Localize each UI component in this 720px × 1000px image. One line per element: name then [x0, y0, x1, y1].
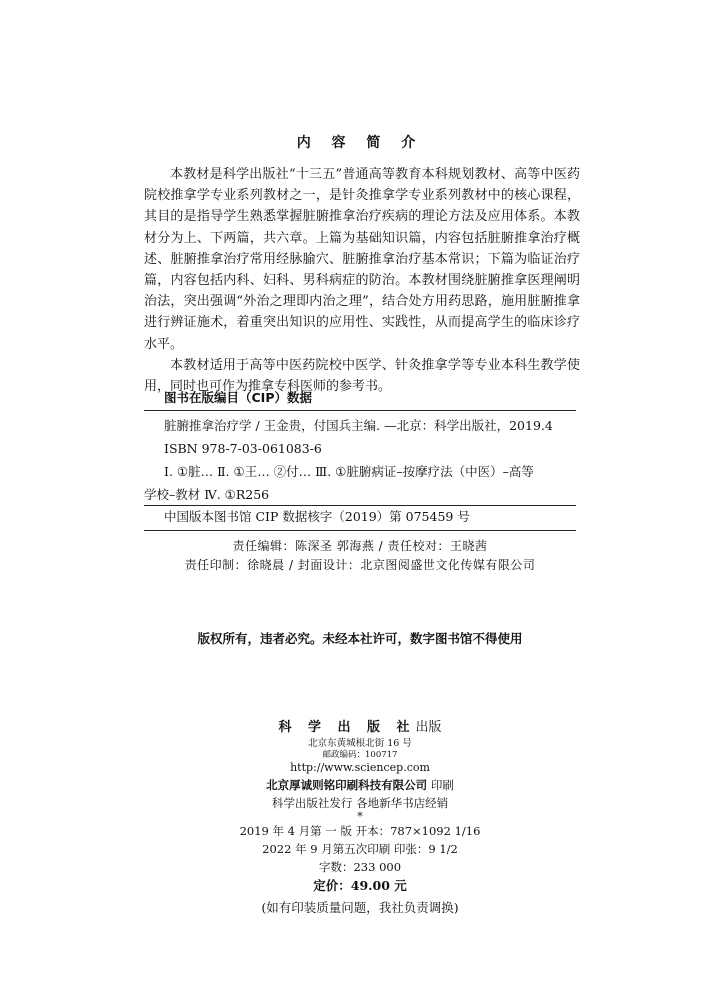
cip-heading: 图书在版编目（CIP）数据: [164, 390, 312, 405]
abstract-line: 突出强调“外治之理即内治之理”，结合处方用药思路，施用脏腑推拿进行辨: [144, 294, 580, 331]
printer-suffix: 印刷: [430, 778, 454, 792]
abstract-line: 本教材是科学出版社“十三五”普通高等教育本科规划教材、高等中医药院: [144, 167, 580, 204]
editors-line-2: 责任印制：徐晓晨 / 封面设计：北京图阅盛世文化传媒有限公司: [184, 558, 536, 572]
abstract-line: 本教材适用于高等中医药院校中医学、针灸推拿学等专业本科生教学使: [170, 357, 580, 373]
copyright-notice: 版权所有，违者必究。未经本社许可，数字图书馆不得使用: [197, 631, 523, 646]
cip-classification-line: Ⅰ. ①脏… Ⅱ. ①王… ②付… Ⅲ. ①脏腑病证–按摩疗法（中医）–高等: [164, 464, 534, 479]
cip-number: 中国版本图书馆 CIP 数据核字（2019）第 075459 号: [164, 509, 470, 524]
cip-top-rule: [144, 410, 576, 411]
edition-line-2: 2022 年 9 月第五次印刷 印张：9 1/2: [262, 842, 458, 856]
abstract: [144, 164, 580, 397]
publisher-name: 科 学 出 版 社: [278, 720, 416, 735]
publisher-url: http://www.sciencep.com: [290, 761, 430, 774]
word-count: 字数：233 000: [318, 860, 402, 874]
abstract-line: 脏腑推拿治疗常用经脉腧穴、脏腑推拿治疗基本常识；下篇为临证治疗篇，: [144, 251, 580, 289]
abstract-line: 证施术，着重突出知识的应用性、实践性，从而提高学生的临床诊疗水平。: [144, 315, 580, 352]
abstract-line: 目的是指导学生熟悉掌握脏腑推拿治疗疾病的理论方法及应用体系。本教材: [144, 209, 580, 246]
abstract-line: 内容包括内科、妇科、男科病症的防治。本教材围绕脏腑推拿医理阐明治法，: [144, 273, 580, 310]
publisher-postcode: 邮政编码：100717: [322, 750, 398, 760]
separator-star: *: [357, 810, 363, 823]
price: 定价：49.00 元: [313, 878, 407, 893]
publisher-name-line: [0, 716, 720, 735]
cip-block: [144, 414, 576, 506]
editors-line-1: 责任编辑：陈深圣 郭海燕 / 责任校对：王晓茜: [232, 539, 488, 553]
page-title: 内 容 简 介: [296, 135, 424, 151]
cip-title-line: 脏腑推拿治疗学 / 王金贵，付国兵主编. —北京：科学出版社，2019.4: [164, 418, 553, 433]
cip-isbn: ISBN 978-7-03-061083-6: [164, 441, 322, 456]
distribution-line: 科学出版社发行 各地新华书店经销: [271, 796, 449, 810]
cip-bottom-rule: [144, 530, 576, 531]
abstract-line: 分为上、下两篇，共六章。上篇为基础知识篇，内容包括脏腑推拿治疗概述、: [144, 230, 580, 267]
abstract-line: 用，同时也可作为推拿专科医师的参考书。: [144, 379, 392, 395]
printer-name: 北京厚诚则铭印刷科技有限公司: [266, 778, 428, 792]
abstract-line: 校推拿学专业系列教材之一，是针灸推拿学专业系列教材中的核心课程，其: [144, 188, 580, 225]
quality-notice: (如有印装质量问题，我社负责调换): [261, 900, 459, 915]
printer-line: [0, 777, 720, 793]
publisher-suffix: 出版: [415, 720, 442, 735]
cip-classification-line: 学校–教材 Ⅳ. ①R256: [144, 487, 270, 502]
edition-line-1: 2019 年 4 月第 一 版 开本：787×1092 1/16: [239, 824, 481, 838]
cip-number-block: [144, 505, 576, 528]
abstract-paragraph-1: [144, 164, 580, 355]
publisher-address: 北京东黄城根北街 16 号: [308, 738, 412, 749]
